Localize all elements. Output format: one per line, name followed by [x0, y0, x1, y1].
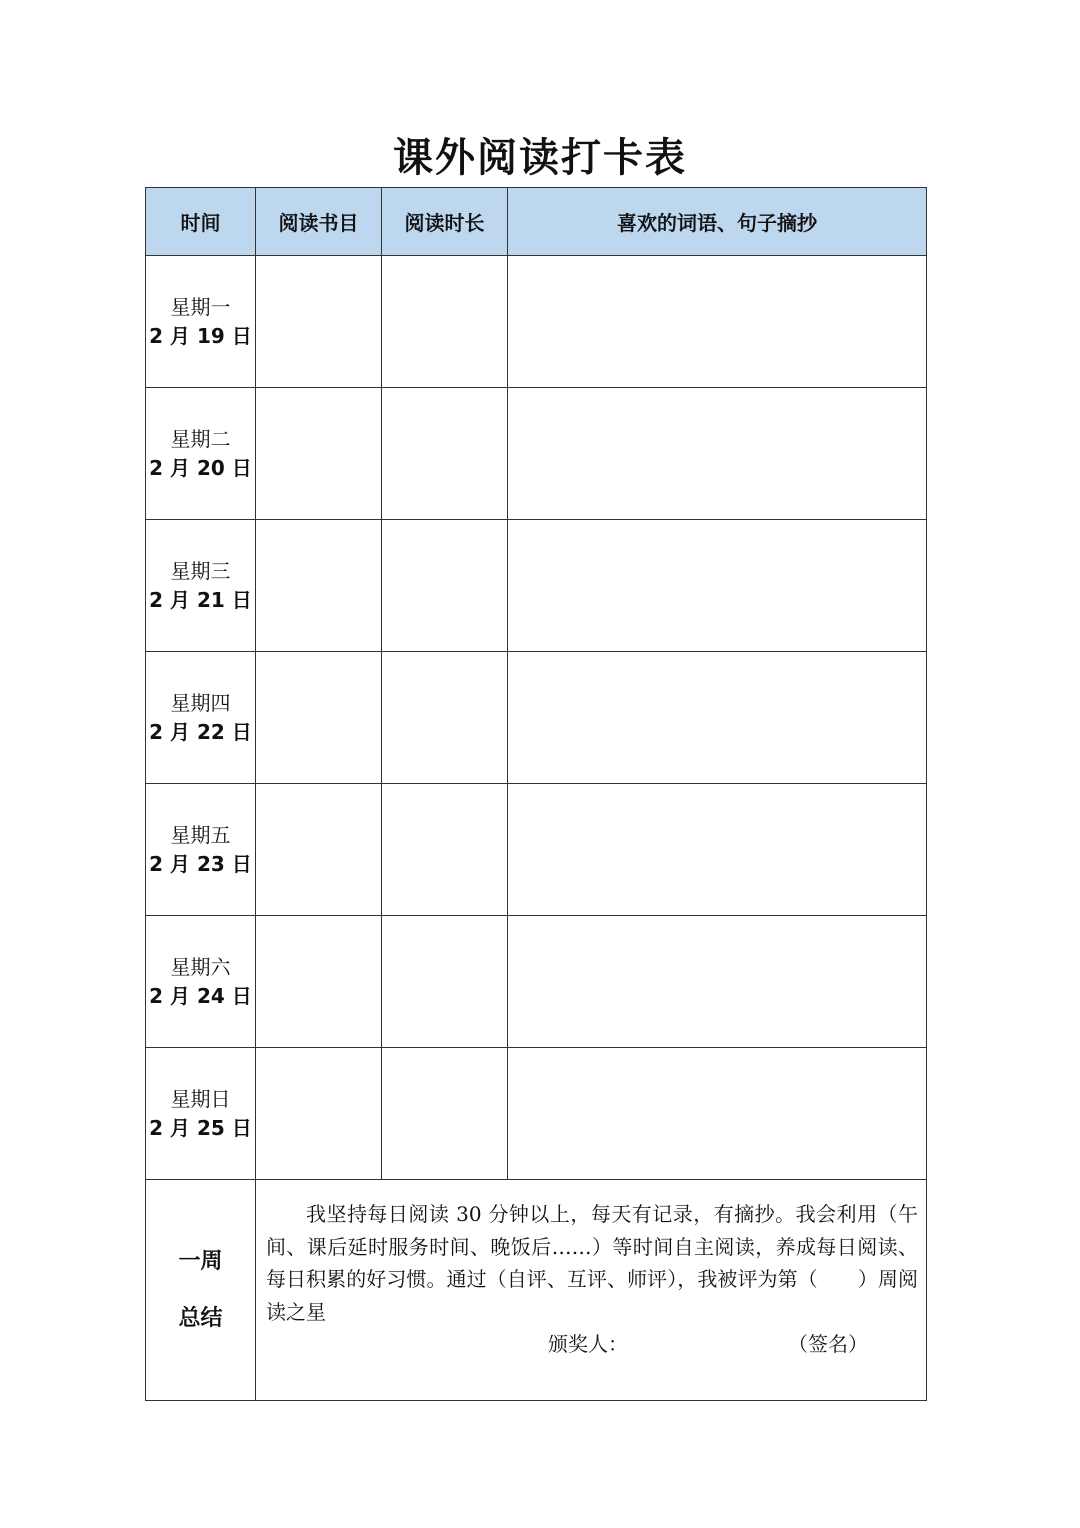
reading-duration-cell[interactable] — [382, 916, 508, 1048]
excerpt-cell[interactable] — [508, 256, 927, 388]
date-label: 2 月 22 日 — [149, 719, 252, 744]
date-label: 2 月 20 日 — [149, 455, 252, 480]
day-cell — [146, 1048, 256, 1180]
table-row — [146, 256, 927, 388]
table-header-row — [146, 188, 927, 256]
weekly-summary-row — [146, 1180, 927, 1401]
excerpt-cell[interactable] — [508, 388, 927, 520]
weekday-label: 星期二 — [170, 426, 231, 451]
weekday-label: 星期六 — [170, 954, 231, 979]
reading-log-table — [145, 187, 927, 1401]
day-cell — [146, 520, 256, 652]
weekday-label: 星期四 — [170, 690, 231, 715]
table-row — [146, 388, 927, 520]
book-title-cell[interactable] — [256, 784, 382, 916]
day-cell — [146, 652, 256, 784]
book-title-cell[interactable] — [256, 1048, 382, 1180]
date-label: 2 月 21 日 — [149, 587, 252, 612]
weekday-label: 星期五 — [170, 822, 231, 847]
excerpt-cell[interactable] — [508, 652, 927, 784]
signature-label: （签名） — [788, 1332, 868, 1356]
summary-text: 我坚持每日阅读 30 分钟以上，每天有记录，有摘抄。我会利用（午间、课后延时服务时间、晚饭后……）等时间自主阅读，养成每日阅读、每日积累的好习惯。通过（自评、互评、师评），我被评为第（ ）周阅读之星 — [266, 1202, 918, 1324]
table-row — [146, 916, 927, 1048]
header-time: 时间 — [146, 188, 256, 256]
table-row — [146, 784, 927, 916]
day-cell — [146, 916, 256, 1048]
excerpt-cell[interactable] — [508, 520, 927, 652]
day-cell — [146, 784, 256, 916]
excerpt-cell[interactable] — [508, 1048, 927, 1180]
reading-duration-cell[interactable] — [382, 520, 508, 652]
book-title-cell[interactable] — [256, 916, 382, 1048]
weekday-label: 星期一 — [170, 294, 231, 319]
day-cell — [146, 256, 256, 388]
reading-duration-cell[interactable] — [382, 784, 508, 916]
book-title-cell[interactable] — [256, 520, 382, 652]
day-cell — [146, 388, 256, 520]
excerpt-cell[interactable] — [508, 916, 927, 1048]
header-book-title: 阅读书目 — [256, 188, 382, 256]
table-row — [146, 520, 927, 652]
date-label: 2 月 25 日 — [149, 1115, 252, 1140]
weekday-label: 星期日 — [170, 1086, 231, 1111]
header-favorite-excerpts: 喜欢的词语、句子摘抄 — [508, 188, 927, 256]
weekly-summary-label — [146, 1180, 256, 1401]
book-title-cell[interactable] — [256, 388, 382, 520]
header-reading-duration: 阅读时长 — [382, 188, 508, 256]
date-label: 2 月 19 日 — [149, 323, 252, 348]
award-line — [266, 1328, 918, 1361]
date-label: 2 月 24 日 — [149, 983, 252, 1008]
weekly-summary-body[interactable] — [256, 1180, 927, 1401]
reading-duration-cell[interactable] — [382, 652, 508, 784]
date-label: 2 月 23 日 — [149, 851, 252, 876]
awarder-label: 颁奖人： — [548, 1332, 628, 1356]
excerpt-cell[interactable] — [508, 784, 927, 916]
table-row — [146, 1048, 927, 1180]
book-title-cell[interactable] — [256, 652, 382, 784]
reading-duration-cell[interactable] — [382, 256, 508, 388]
summary-label-line2: 总结 — [178, 1306, 223, 1331]
reading-duration-cell[interactable] — [382, 1048, 508, 1180]
reading-duration-cell[interactable] — [382, 388, 508, 520]
weekday-label: 星期三 — [170, 558, 231, 583]
summary-label-line1: 一周 — [178, 1249, 223, 1274]
table-row — [146, 652, 927, 784]
page-title: 课外阅读打卡表 — [393, 135, 687, 181]
book-title-cell[interactable] — [256, 256, 382, 388]
